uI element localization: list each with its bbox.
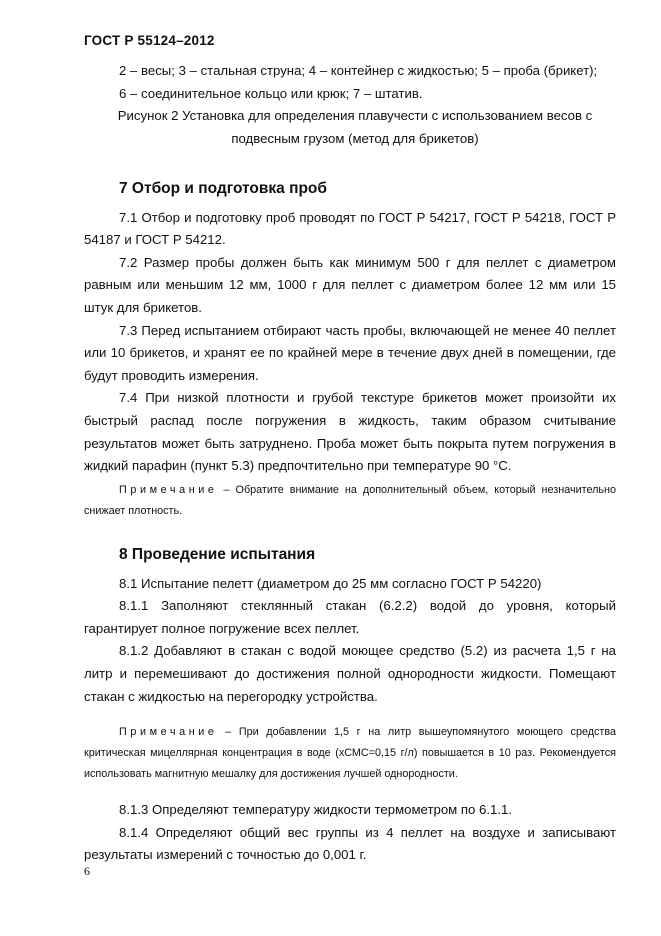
paragraph-7-2: 7.2 Размер пробы должен быть как минимум 500 г для пеллет с диаметром равным или меньшим 12 мм, 1000 г для пеллет с диаметром более 12 мм или 15 штук для брикетов.	[84, 254, 616, 315]
figure-caption	[84, 60, 616, 150]
section-7-heading: 7 Отбор и подготовка проб	[119, 180, 327, 197]
paragraph-7-4: 7.4 При низкой плотности и грубой текстуре брикетов может произойти их быстрый распад после погружения в жидкость, таким образом считывание результатов может быть затруднено. Проба может быть покрыта путем погружения в жидкий парафин (пункт 5.3) предпочтительно при температуре 90 °С.	[84, 390, 616, 474]
figure-title: Рисунок 2 Установка для определения плавучести с использованием весов с подвесным грузом (метод для брикетов)	[117, 108, 593, 146]
note-7	[84, 480, 616, 522]
note-7-label: Примечание	[119, 483, 218, 496]
paragraph-8-1-1: 8.1.1 Заполняют стеклянный стакан (6.2.2) водой до уровня, который гарантирует полное погружение всех пеллет.	[84, 598, 616, 636]
paragraph-8-1-2: 8.1.2 Добавляют в стакан с водой моющее средство (5.2) из расчета 1,5 г на литр и перемешивают до достижения полной однородности жидкости. Помещают стакан с жидкостью на перегородку устройства.	[84, 643, 616, 704]
paragraph-8-1: 8.1 Испытание пелетт (диаметром до 25 мм согласно ГОСТ Р 54220)	[119, 575, 542, 591]
caption-line-1: 2 – весы; 3 – стальная струна; 4 – контейнер с жидкостью; 5 – проба (брикет);	[119, 63, 598, 78]
caption-line-2: 6 – соединительное кольцо или крюк; 7 – штатив.	[119, 85, 423, 101]
document-header: ГОСТ Р 55124–2012	[84, 33, 215, 48]
note-7-text: – Обратите внимание на дополнительный объем, который незначительно снижает плотность.	[84, 483, 616, 517]
section-8-heading: 8 Проведение испытания	[119, 546, 316, 563]
section-8	[84, 544, 616, 867]
note-8	[84, 722, 616, 785]
paragraph-8-1-4: 8.1.4 Определяют общий вес группы из 4 пеллет на воздухе и записывают результаты измерений с точностью до 0,001 г.	[84, 824, 616, 863]
section-7	[84, 178, 616, 522]
paragraph-7-3: 7.3 Перед испытанием отбирают часть пробы, включающей не менее 40 пеллет или 10 брикетов, и хранят ее по крайней мере в течение двух дней в помещении, где будут проводить измерения.	[84, 322, 616, 383]
paragraph-8-1-3: 8.1.3 Определяют температуру жидкости термометром по 6.1.1.	[119, 802, 513, 818]
paragraph-7-1: 7.1 Отбор и подготовку проб проводят по ГОСТ Р 54217, ГОСТ Р 54218, ГОСТ Р 54187 и ГОСТ Р 54212.	[84, 209, 616, 248]
note-8-text: – При добавлении 1,5 г на литр вышеупомянутого моющего средства критическая мицеллярная концентрация в воде (хСМС=0,15 г/л) повышается в 10 раз. Рекомендуется использовать магнитную мешалку для достижения лучшей однородности.	[84, 726, 616, 781]
page-number: 6	[84, 864, 90, 878]
note-8-label: Примечание	[119, 726, 218, 739]
